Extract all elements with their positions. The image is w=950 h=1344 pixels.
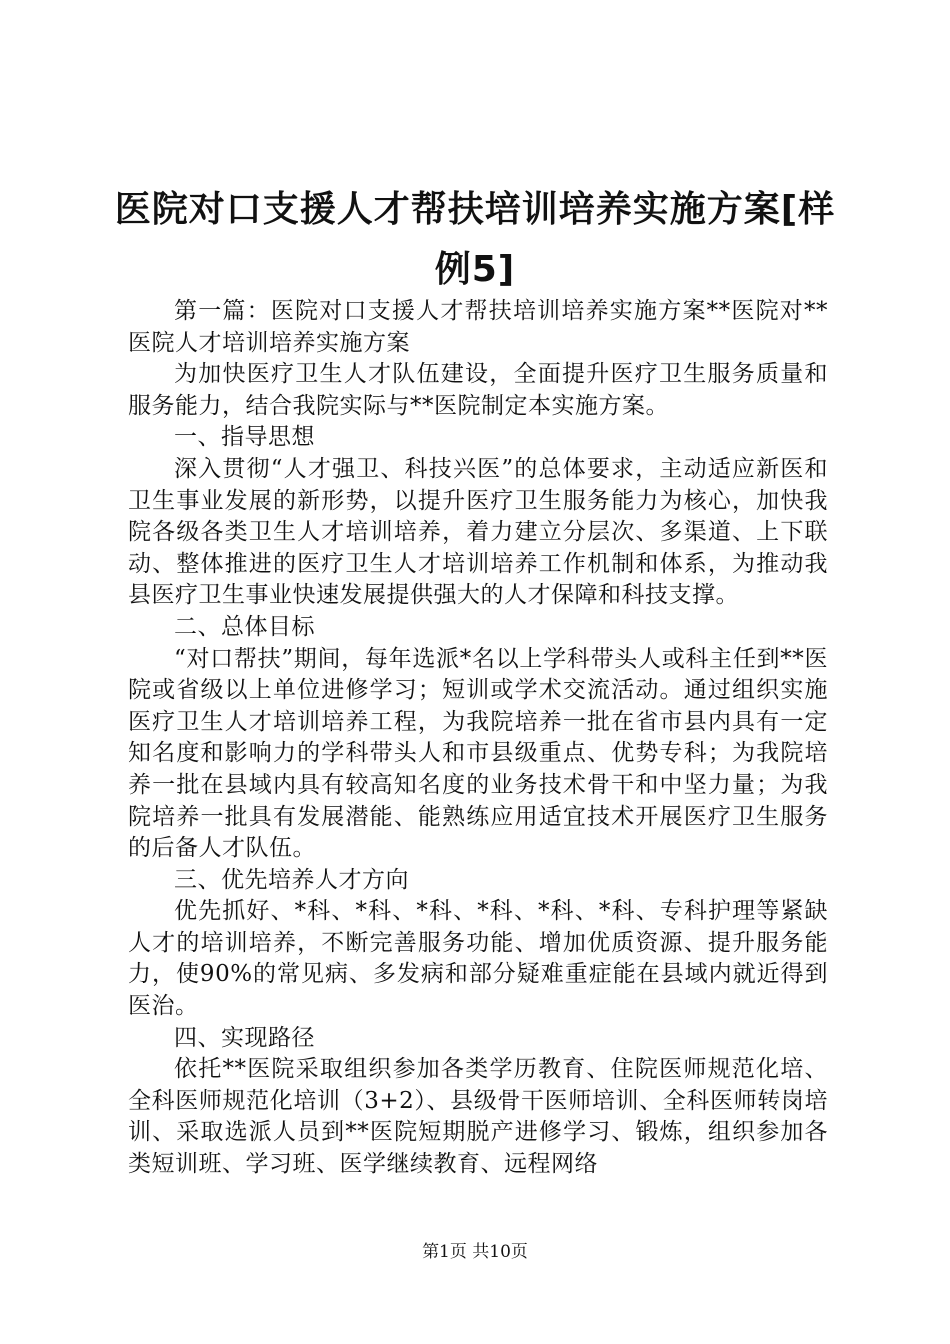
section-heading-guiding-thought: 一、指导思想 <box>174 424 315 451</box>
paragraph-intro: 为加快医疗卫生人才队伍建设，全面提升医疗卫生服务质量和服务能力，结合我院实际与**医院制定本实施方案。 <box>128 361 828 419</box>
document-title: 医院对口支援人才帮扶培训培养实施方案[样例5] <box>114 189 836 290</box>
paragraph-priority-direction: 优先抓好、*科、*科、*科、*科、*科、*科、专科护理等紧缺人才的培训培养，不断完善服务功能、增加优质资源、提升服务能力，使90%的常见病、多发病和部分疑难重症能在县域内就近得到医治。 <box>128 898 828 1020</box>
document-body <box>128 296 828 1181</box>
section-heading-implementation-path: 四、实现路径 <box>174 1024 315 1051</box>
paragraph-overall-goal: “对口帮扶”期间，每年选派*名以上学科带头人或科主任到**医院或省级以上单位进修学习；短训或学术交流活动。通过组织实施医疗卫生人才培训培养工程，为我院培养一批在省市县内具有一定知名度和影响力的学科带头人和市县级重点、优势专科；为我院培养一批在县域内具有较高知名度的业务技术骨干和中坚力量；为我院培养一批具有发展潜能、能熟练应用适宜技术开展医疗卫生服务的后备人才队伍。 <box>128 645 828 862</box>
paragraph-chapter-heading: 第一篇：医院对口支援人才帮扶培训培养实施方案**医院对**医院人才培训培养实施方案 <box>128 298 828 356</box>
page-number-footer: 第1页 共10页 <box>422 1242 528 1262</box>
paragraph-guiding-thought: 深入贯彻“人才强卫、科技兴医”的总体要求，主动适应新医和卫生事业发展的新形势，以提升医疗卫生服务能力为核心，加快我院各级各类卫生人才培训培养，着力建立分层次、多渠道、上下联动、整体推进的医疗卫生人才培训培养工作机制和体系，为推动我县医疗卫生事业快速发展提供强大的人才保障和科技支撑。 <box>128 455 828 609</box>
paragraph-implementation-path: 依托**医院采取组织参加各类学历教育、住院医师规范化培、全科医师规范化培训（3+2）、县级骨干医师培训、全科医师转岗培训、采取选派人员到**医院短期脱产进修学习、锻炼，组织参加各类短训班、学习班、医学继续教育、远程网络 <box>128 1056 828 1178</box>
section-heading-overall-goal: 二、总体目标 <box>174 613 315 640</box>
section-heading-priority-direction: 三、优先培养人才方向 <box>174 866 409 893</box>
